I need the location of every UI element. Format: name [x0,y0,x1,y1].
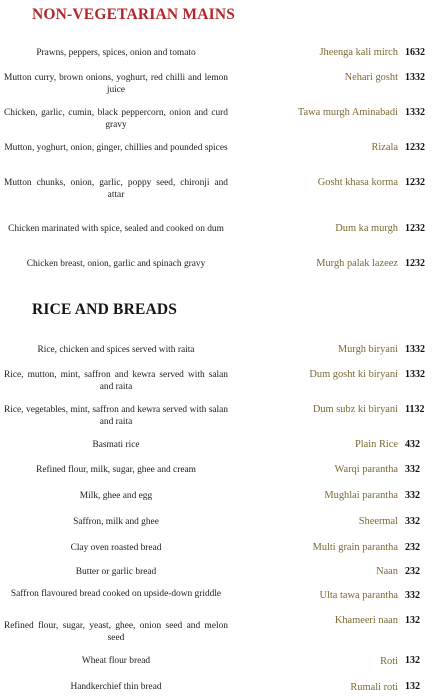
item-name: Roti [380,656,398,667]
item-name: Dum ka murgh [335,223,398,234]
item-price: 1232 [405,142,425,153]
item-name: Plain Rice [355,439,398,450]
item-price: 1332 [405,344,425,355]
item-description: Basmati rice [92,440,140,450]
item-description: Saffron flavoured bread cooked on upside-down griddle [10,589,222,599]
section-title-rice-and-breads: RICE AND BREADS [32,301,178,318]
item-description: Chicken breast, onion, garlic and spinach gravy [26,259,206,269]
item-name: Multi grain parantha [312,542,398,553]
item-description: Clay oven roasted bread [70,543,162,553]
item-description: Refined flour, sugar, yeast, ghee, onion seed and melon seed [4,621,228,643]
item-name: Gosht khasa korma [317,177,398,188]
item-price: 1232 [405,177,425,188]
item-name: Murgh palak lazeez [316,258,398,269]
item-price: 132 [405,655,420,666]
item-name: Naan [376,566,398,577]
item-name: Sheermal [358,516,398,527]
item-name: Khameeri naan [334,615,398,626]
item-description: Rice, vegetables, mint, saffron and kewra served with salan and raita [4,405,228,427]
item-description: Refined flour, milk, sugar, ghee and cream [36,465,196,475]
item-description: Mutton, yoghurt, onion, ginger, chillies and pounded spices [4,143,228,153]
item-price: 1632 [405,47,425,58]
item-description: Mutton chunks, onion, garlic, poppy seed, chironji and attar [4,178,228,200]
item-name: Mughlai parantha [324,490,398,501]
item-name: Nehari gosht [344,72,398,83]
item-description: Rice, chicken and spices served with raita [37,345,195,355]
item-description: Chicken, garlic, cumin, black peppercorn, onion and curd gravy [4,108,228,130]
item-name: Tawa murgh Aminabadi [297,107,398,118]
item-price: 132 [405,615,420,626]
item-description: Handkerchief thin bread [70,682,162,692]
item-price: 1332 [405,72,425,83]
item-name: Warqi parantha [334,464,398,475]
item-price: 1332 [405,369,425,380]
item-price: 1132 [405,404,425,415]
item-price: 1232 [405,258,425,269]
item-price: 332 [405,464,420,475]
item-name: Ulta tawa parantha [319,590,398,601]
section-title-non-vegetarian-mains: NON-VEGETARIAN MAINS [32,6,236,23]
item-description: Butter or garlic bread [75,567,157,577]
item-description: Prawns, peppers, spices, onion and tomato [36,48,196,58]
item-description: Chicken marinated with spice, sealed and cooked on dum [8,224,224,234]
item-price: 332 [405,516,420,527]
item-price: 432 [405,439,420,450]
item-price: 1232 [405,223,425,234]
item-name: Jheenga kali mirch [319,47,398,58]
item-price: 232 [405,566,420,577]
item-description: Rice, mutton, mint, saffron and kewra served with salan and raita [4,370,228,392]
item-price: 132 [405,681,420,692]
item-description: Mutton curry, brown onions, yoghurt, red chilli and lemon juice [4,73,228,95]
item-price: 332 [405,590,420,601]
item-description: Wheat flour bread [81,656,151,666]
item-name: Dum subz ki biryani [312,404,398,415]
item-name: Rumali roti [350,682,398,693]
item-name: Murgh biryani [337,344,398,355]
item-name: Rizala [371,142,398,153]
item-description: Saffron, milk and ghee [73,517,159,527]
item-name: Dum gosht ki biryani [309,369,398,380]
item-price: 332 [405,490,420,501]
item-price: 1332 [405,107,425,118]
item-price: 232 [405,542,420,553]
item-description: Milk, ghee and egg [79,491,153,501]
